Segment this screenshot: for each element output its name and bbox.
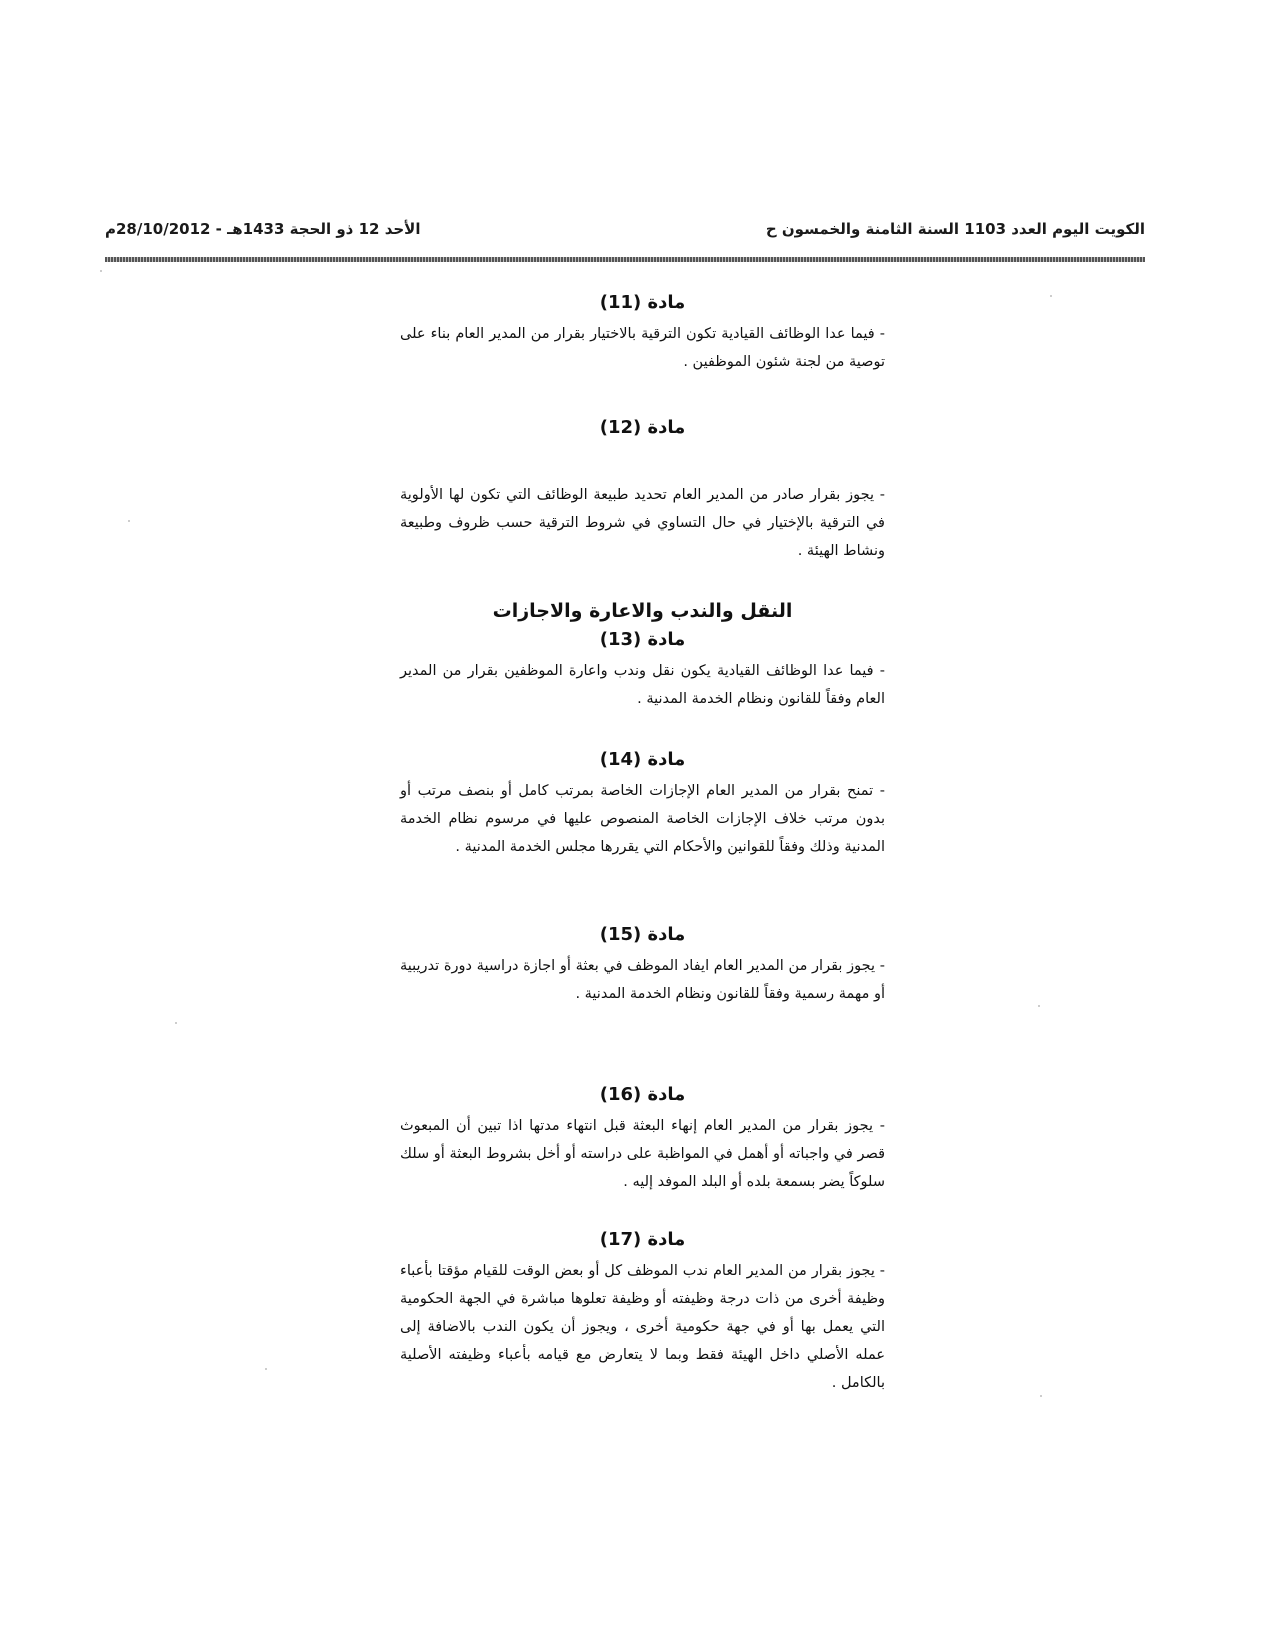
article-12 bbox=[400, 415, 885, 597]
scan-speck bbox=[1040, 1395, 1042, 1397]
header-date: الأحد 12 ذو الحجة 1433هـ - 28/10/2012م bbox=[105, 220, 421, 238]
scan-speck bbox=[1050, 295, 1052, 297]
article-13 bbox=[400, 627, 885, 747]
scan-speck bbox=[175, 1022, 177, 1024]
article-title: مادة (11) bbox=[599, 292, 686, 313]
article-text: - يجوز بقرار من المدير العام إنهاء البعثة قبل انتهاء مدتها اذا تبين أن المبعوث قصر في واجباته أو أهمل في المواظبة على دراسته أو أخل بشروط البعثة أو سلك سلوكاً يضر بسمعة بلده أو البلد الموفد إليه . bbox=[400, 1118, 885, 1190]
article-text: - يجوز بقرار من المدير العام ايفاد الموظف في بعثة أو اجازة دراسية دورة تدريبية أو مهمة رسمية وفقاً للقانون ونظام الخدمة المدنية . bbox=[400, 958, 885, 1002]
header-publication: الكويت اليوم العدد 1103 السنة الثامنة والخمسون ح bbox=[765, 220, 1145, 238]
section-title: النقل والندب والاعارة والاجازات bbox=[492, 600, 793, 622]
scan-speck bbox=[265, 1368, 267, 1370]
article-title: مادة (16) bbox=[599, 1084, 686, 1105]
header-divider bbox=[105, 257, 1145, 262]
scan-speck bbox=[100, 270, 102, 272]
document-body bbox=[400, 290, 885, 1397]
article-11 bbox=[400, 290, 885, 415]
article-title: مادة (13) bbox=[599, 629, 686, 650]
article-text: - يجوز بقرار صادر من المدير العام تحديد طبيعة الوظائف التي تكون لها الأولوية في الترقية بالإختيار في حال التساوي في شروط الترقية حسب ظروف وطبيعة ونشاط الهيئة . bbox=[400, 487, 885, 559]
article-title: مادة (12) bbox=[599, 417, 686, 438]
article-text: - فيما عدا الوظائف القيادية يكون نقل وندب واعارة الموظفين بقرار من المدير العام وفقاً للقانون ونظام الخدمة المدنية . bbox=[400, 663, 885, 707]
article-15 bbox=[400, 922, 885, 1082]
article-title: مادة (17) bbox=[599, 1229, 686, 1250]
article-16 bbox=[400, 1082, 885, 1227]
article-17 bbox=[400, 1227, 885, 1397]
scan-speck bbox=[1038, 1005, 1040, 1007]
page-header bbox=[105, 220, 1145, 248]
scan-speck bbox=[128, 520, 130, 522]
article-text: - يجوز بقرار من المدير العام ندب الموظف كل أو بعض الوقت للقيام مؤقتا بأعباء وظيفة أخرى من ذات درجة وظيفته أو وظيفة تعلوها مباشرة في الجهة الحكومية التي يعمل بها أو في جهة حكومية أخرى ، ويجوز أن يكون الندب بالاضافة إلى عمله الأصلي داخل الهيئة فقط وبما لا يتعارض مع قيامه بأعباء وظيفته الأصلية بالكامل . bbox=[400, 1263, 885, 1391]
article-title: مادة (15) bbox=[599, 924, 686, 945]
article-text: - تمنح بقرار من المدير العام الإجازات الخاصة بمرتب كامل أو بنصف مرتب أو بدون مرتب خلاف الإجازات الخاصة المنصوص عليها في مرسوم نظام الخدمة المدنية وذلك وفقاً للقوانين والأحكام التي يقررها مجلس الخدمة المدنية . bbox=[400, 783, 885, 855]
article-14 bbox=[400, 747, 885, 922]
article-text: - فيما عدا الوظائف القيادية تكون الترقية بالاختيار بقرار من المدير العام بناء على توصية من لجنة شئون الموظفين . bbox=[400, 326, 885, 370]
article-title: مادة (14) bbox=[599, 749, 686, 770]
